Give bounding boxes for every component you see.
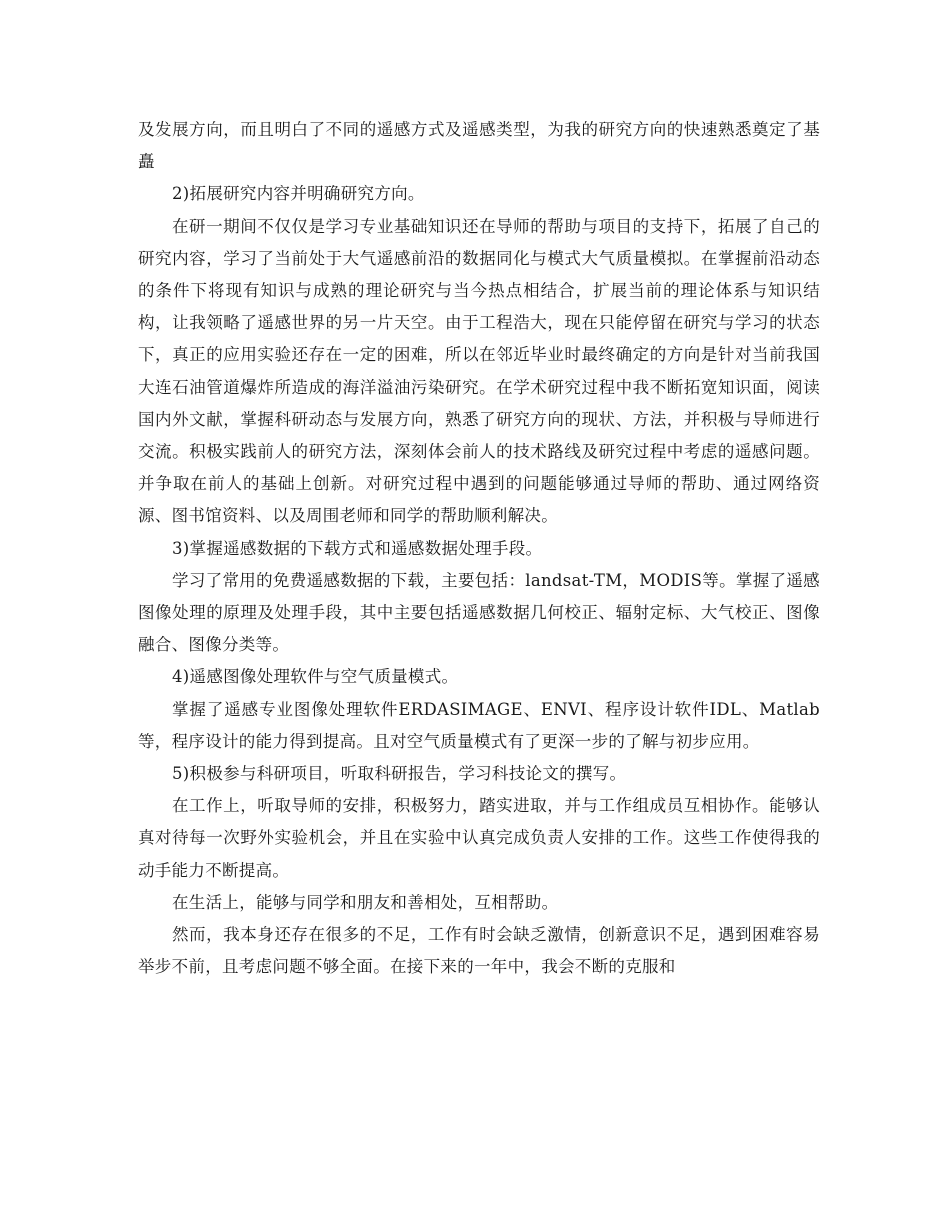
paragraph: 在生活上，能够与同学和朋友和善相处，互相帮助。 xyxy=(172,892,559,912)
paragraph: 掌握了遥感专业图像处理软件ERDASIMAGE、ENVI、程序设计软件IDL、Matlab等，程序设计的能力得到提高。且对空气质量模式有了更深一步的了解与初步应用。 xyxy=(138,699,820,751)
paragraph: 学习了常用的免费遥感数据的下载，主要包括：landsat-TM，MODIS等。掌握了遥感图像处理的原理及处理手段，其中主要包括遥感数据几何校正、辐射定标、大气校正、图像融合、图像分类等。 xyxy=(138,570,820,655)
section-heading: 4)遥感图像处理软件与空气质量模式。 xyxy=(172,667,459,687)
paragraph: 在工作上，听取导师的安排，积极努力，踏实进取，并与工作组成员互相协作。能够认真对待每一次野外实验机会，并且在实验中认真完成负责人安排的工作。这些工作使得我的动手能力不断提高。 xyxy=(138,796,820,880)
section-heading: 3)掌握遥感数据的下载方式和遥感数据处理手段。 xyxy=(172,538,543,558)
section-heading: 5)积极参与科研项目，听取科研报告，学习科技论文的撰写。 xyxy=(172,764,627,784)
section-heading: 2)拓展研究内容并明确研究方向。 xyxy=(172,184,425,204)
paragraph: 在研一期间不仅仅是学习专业基础知识还在导师的帮助与项目的支持下，拓展了自己的研究内容，学习了当前处于大气遥感前沿的数据同化与模式大气质量模拟。在掌握前沿动态的条件下将现有知识与成熟的理论研究与当今热点相结合，扩展当前的理论体系与知识结构，让我领略了遥感世界的另一片天空。由于工程浩大，现在只能停留在研究与学习的状态下，真正的应用实验还存在一定的困难，所以在邻近毕业时最终确定的方向是针对当前我国大连石油管道爆炸所造成的海洋溢油污染研究。在学术研究过程中我不断拓宽知识面，阅读国内外文献，掌握科研动态与发展方向，熟悉了研究方向的现状、方法，并积极与导师进行交流。积极实践前人的研究方法，深刻体会前人的技术路线及研究过程中考虑的遥感问题。并争取在前人的基础上创新。对研究过程中遇到的问题能够通过导师的帮助、通过网络资源、图书馆资料、以及周围老师和同学的帮助顺利解决。 xyxy=(138,216,820,526)
paragraph: 及发展方向，而且明白了不同的遥感方式及遥感类型，为我的研究方向的快速熟悉奠定了基矗 xyxy=(138,120,820,172)
document-body xyxy=(138,114,820,983)
paragraph: 然而，我本身还存在很多的不足，工作有时会缺乏激情，创新意识不足，遇到困难容易举步不前，且考虑问题不够全面。在接下来的一年中，我会不断的克服和 xyxy=(138,925,820,977)
